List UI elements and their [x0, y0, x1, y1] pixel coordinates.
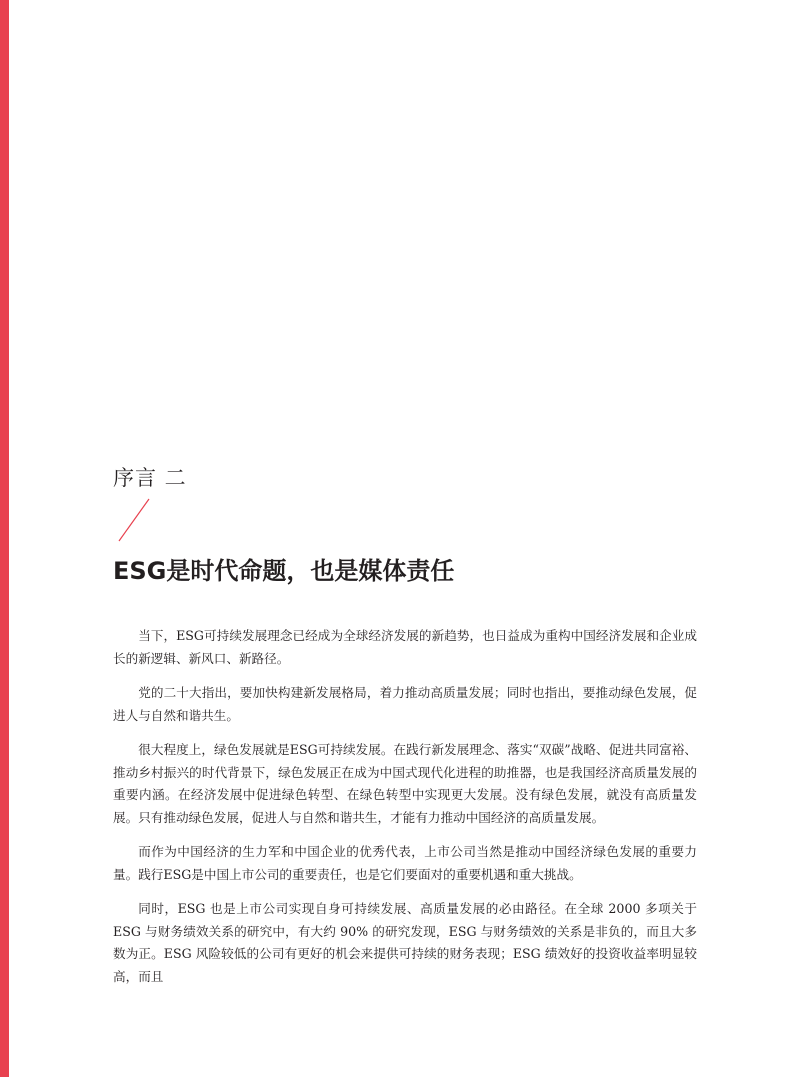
paragraph: 党的二十大指出，要加快构建新发展格局，着力推动高质量发展；同时也指出，要推动绿色发展，促进人与自然和谐共生。 — [113, 685, 697, 723]
paragraph: 而作为中国经济的生力军和中国企业的优秀代表，上市公司当然是推动中国经济绿色发展的重要力量。践行ESG是中国上市公司的重要责任，也是它们要面对的重要机遇和重大挑战。 — [113, 844, 697, 882]
slash-divider-icon — [118, 498, 152, 542]
section-label: 序言 二 — [113, 466, 187, 490]
paragraph: 很大程度上，绿色发展就是ESG可持续发展。在践行新发展理念、落实“双碳”战略、促进共同富裕、推动乡村振兴的时代背景下，绿色发展正在成为中国式现代化进程的助推器，也是我国经济高质量发展的重要内涵。在经济发展中促进绿色转型、在绿色转型中实现更大发展。没有绿色发展，就没有高质量发展。只有推动绿色发展，促进人与自然和谐共生，才能有力推动中国经济的高质量发展。 — [113, 742, 697, 825]
paragraph: 当下，ESG可持续发展理念已经成为全球经济发展的新趋势，也日益成为重构中国经济发展和企业成长的新逻辑、新风口、新路径。 — [113, 628, 697, 666]
body-text — [113, 625, 697, 1000]
accent-side-bar — [0, 0, 9, 1077]
slash-line — [119, 499, 149, 541]
page-title: ESG是时代命题，也是媒体责任 — [113, 557, 455, 585]
paragraph: 同时，ESG 也是上市公司实现自身可持续发展、高质量发展的必由路径。在全球 2000 多项关于 ESG 与财务绩效关系的研究中，有大约 90% 的研究发现，ESG 与财务绩效的关系是非负的，而且大多数为正。ESG 风险较低的公司有更好的机会来提供可持续的财务表现；ESG 绩效好的投资收益率明显较高，而且 — [113, 901, 697, 984]
